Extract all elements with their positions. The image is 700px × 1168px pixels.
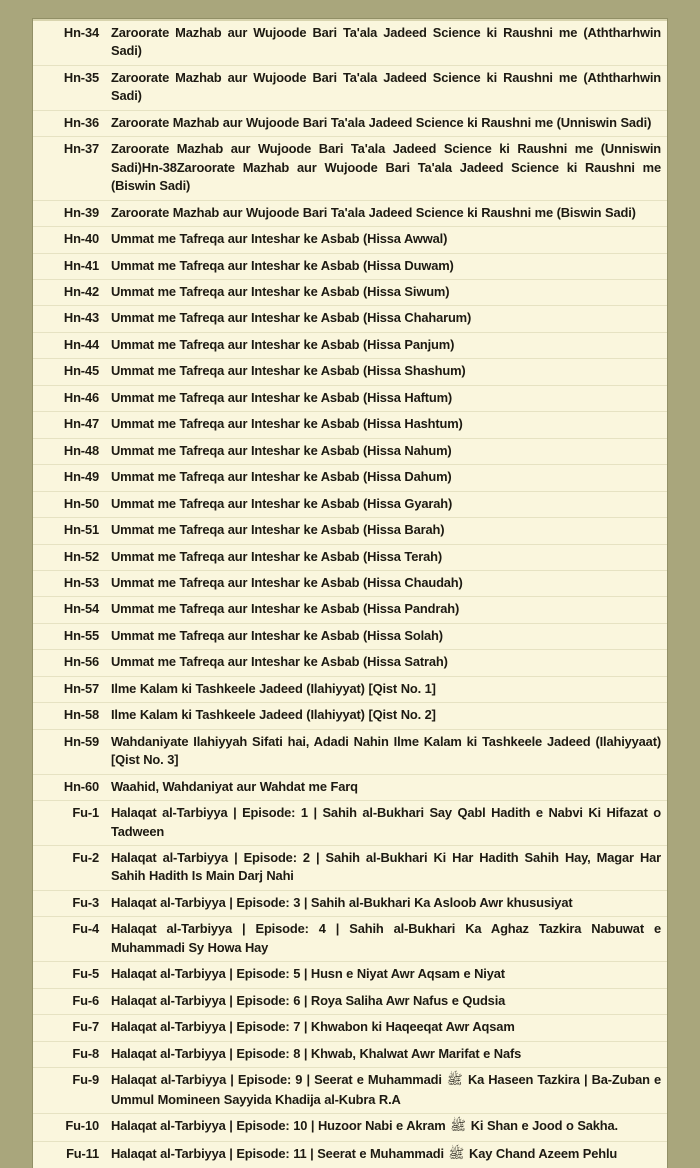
row-code: Hn-52 bbox=[33, 544, 105, 570]
table-row[interactable] bbox=[33, 1114, 667, 1142]
row-code: Hn-53 bbox=[33, 570, 105, 596]
table-row[interactable] bbox=[33, 465, 667, 491]
row-title: Halaqat al-Tarbiyya | Episode: 6 | Roya Saliha Awr Nafus e Qudsia bbox=[105, 988, 667, 1014]
row-code: Hn-39 bbox=[33, 200, 105, 226]
row-code: Hn-49 bbox=[33, 465, 105, 491]
row-code: Fu-1 bbox=[33, 801, 105, 846]
table-row[interactable] bbox=[33, 1068, 667, 1114]
row-title: Wahdaniyate Ilahiyyah Sifati hai, Adadi Nahin Ilme Kalam ki Tashkeele Jadeed (Ilahiyyaat) [Qist No. 3] bbox=[105, 729, 667, 774]
table-row[interactable] bbox=[33, 650, 667, 676]
row-code: Fu-7 bbox=[33, 1015, 105, 1041]
row-title: Zaroorate Mazhab aur Wujoode Bari Ta'ala Jadeed Science ki Raushni me (Aththarhwin Sadi) bbox=[105, 65, 667, 110]
row-code: Hn-42 bbox=[33, 279, 105, 305]
row-title bbox=[105, 1114, 667, 1142]
row-code: Hn-55 bbox=[33, 623, 105, 649]
row-code: Fu-8 bbox=[33, 1041, 105, 1067]
pbuh-icon: ﷺ bbox=[450, 1119, 466, 1135]
row-code: Fu-5 bbox=[33, 962, 105, 988]
table-row[interactable] bbox=[33, 1041, 667, 1067]
row-title-text: Halaqat al-Tarbiyya | Episode: 11 | Seerat e Muhammadi bbox=[111, 1145, 448, 1161]
row-code: Hn-50 bbox=[33, 491, 105, 517]
row-title: Ummat me Tafreqa aur Inteshar ke Asbab (Hissa Shashum) bbox=[105, 359, 667, 385]
row-title: Ummat me Tafreqa aur Inteshar ke Asbab (Hissa Awwal) bbox=[105, 227, 667, 253]
table-row[interactable] bbox=[33, 253, 667, 279]
row-title: Halaqat al-Tarbiyya | Episode: 8 | Khwab, Khalwat Awr Marifat e Nafs bbox=[105, 1041, 667, 1067]
table-row[interactable] bbox=[33, 774, 667, 800]
table-row[interactable] bbox=[33, 962, 667, 988]
row-code: Hn-46 bbox=[33, 385, 105, 411]
row-code: Hn-40 bbox=[33, 227, 105, 253]
table-row[interactable] bbox=[33, 137, 667, 200]
table-row[interactable] bbox=[33, 597, 667, 623]
row-code: Hn-56 bbox=[33, 650, 105, 676]
table-row[interactable] bbox=[33, 729, 667, 774]
row-code: Hn-51 bbox=[33, 518, 105, 544]
table-row[interactable] bbox=[33, 845, 667, 890]
table-row[interactable] bbox=[33, 110, 667, 136]
table-row[interactable] bbox=[33, 438, 667, 464]
pbuh-icon: ﷺ bbox=[446, 1073, 463, 1089]
table-row[interactable] bbox=[33, 917, 667, 962]
row-title: Ummat me Tafreqa aur Inteshar ke Asbab (Hissa Satrah) bbox=[105, 650, 667, 676]
table-row[interactable] bbox=[33, 306, 667, 332]
lecture-index-table bbox=[33, 21, 667, 1168]
table-row[interactable] bbox=[33, 570, 667, 596]
row-code: Hn-36 bbox=[33, 110, 105, 136]
row-code: Hn-47 bbox=[33, 412, 105, 438]
row-code: Hn-37 bbox=[33, 137, 105, 200]
table-row[interactable] bbox=[33, 518, 667, 544]
row-title: Halaqat al-Tarbiyya | Episode: 7 | Khwabon ki Haqeeqat Awr Aqsam bbox=[105, 1015, 667, 1041]
row-title: Ilme Kalam ki Tashkeele Jadeed (Ilahiyyat) [Qist No. 1] bbox=[105, 676, 667, 702]
row-code: Hn-48 bbox=[33, 438, 105, 464]
row-title-text: Ka Haseen Tazkira | Ba-Zuban e Ummul Momineen Sayyida Khadija al-Kubra R.A bbox=[111, 1072, 661, 1107]
row-code: Hn-35 bbox=[33, 65, 105, 110]
table-row[interactable] bbox=[33, 623, 667, 649]
row-title: Ummat me Tafreqa aur Inteshar ke Asbab (Hissa Terah) bbox=[105, 544, 667, 570]
table-row[interactable] bbox=[33, 676, 667, 702]
row-code: Hn-58 bbox=[33, 703, 105, 729]
table-body bbox=[33, 21, 667, 1168]
row-title: Ilme Kalam ki Tashkeele Jadeed (Ilahiyyat) [Qist No. 2] bbox=[105, 703, 667, 729]
index-table-container bbox=[33, 19, 667, 1168]
row-title: Ummat me Tafreqa aur Inteshar ke Asbab (Hissa Hashtum) bbox=[105, 412, 667, 438]
row-code: Hn-59 bbox=[33, 729, 105, 774]
row-title: Ummat me Tafreqa aur Inteshar ke Asbab (Hissa Dahum) bbox=[105, 465, 667, 491]
row-title: Ummat me Tafreqa aur Inteshar ke Asbab (Hissa Pandrah) bbox=[105, 597, 667, 623]
table-row[interactable] bbox=[33, 491, 667, 517]
table-row[interactable] bbox=[33, 21, 667, 65]
row-title-text: Halaqat al-Tarbiyya | Episode: 10 | Huzoor Nabi e Akram bbox=[111, 1118, 450, 1134]
table-row[interactable] bbox=[33, 200, 667, 226]
table-row[interactable] bbox=[33, 412, 667, 438]
table-row[interactable] bbox=[33, 332, 667, 358]
row-title-text: Ki Shan e Jood o Sakha. bbox=[466, 1118, 618, 1134]
row-code: Fu-9 bbox=[33, 1068, 105, 1114]
table-row[interactable] bbox=[33, 65, 667, 110]
row-code: Hn-60 bbox=[33, 774, 105, 800]
row-title: Ummat me Tafreqa aur Inteshar ke Asbab (Hissa Haftum) bbox=[105, 385, 667, 411]
row-title: Zaroorate Mazhab aur Wujoode Bari Ta'ala Jadeed Science ki Raushni me (Aththarhwin Sadi) bbox=[105, 21, 667, 65]
row-code: Hn-44 bbox=[33, 332, 105, 358]
row-title: Halaqat al-Tarbiyya | Episode: 3 | Sahih al-Bukhari Ka Asloob Awr khususiyat bbox=[105, 890, 667, 916]
table-row[interactable] bbox=[33, 359, 667, 385]
row-title: Zaroorate Mazhab aur Wujoode Bari Ta'ala Jadeed Science ki Raushni me (Biswin Sadi) bbox=[105, 200, 667, 226]
row-title: Ummat me Tafreqa aur Inteshar ke Asbab (Hissa Duwam) bbox=[105, 253, 667, 279]
row-code: Hn-34 bbox=[33, 21, 105, 65]
row-title: Halaqat al-Tarbiyya | Episode: 2 | Sahih al-Bukhari Ki Har Hadith Sahih Hay, Magar Har Sahih Hadith Is Main Darj Nahi bbox=[105, 845, 667, 890]
row-title: Ummat me Tafreqa aur Inteshar ke Asbab (Hissa Nahum) bbox=[105, 438, 667, 464]
row-title: Ummat me Tafreqa aur Inteshar ke Asbab (Hissa Barah) bbox=[105, 518, 667, 544]
row-code: Fu-10 bbox=[33, 1114, 105, 1142]
row-title: Ummat me Tafreqa aur Inteshar ke Asbab (Hissa Panjum) bbox=[105, 332, 667, 358]
row-code: Fu-2 bbox=[33, 845, 105, 890]
row-title: Halaqat al-Tarbiyya | Episode: 5 | Husn e Niyat Awr Aqsam e Niyat bbox=[105, 962, 667, 988]
row-title: Halaqat al-Tarbiyya | Episode: 1 | Sahih al-Bukhari Say Qabl Hadith e Nabvi Ki Hifazat o Tadween bbox=[105, 801, 667, 846]
row-title-text: Halaqat al-Tarbiyya | Episode: 9 | Seerat e Muhammadi bbox=[111, 1072, 446, 1088]
row-code: Fu-11 bbox=[33, 1141, 105, 1168]
table-row[interactable] bbox=[33, 801, 667, 846]
table-row[interactable] bbox=[33, 1015, 667, 1041]
row-title-text: Kay Chand Azeem Pehlu bbox=[465, 1145, 618, 1161]
row-title: Zaroorate Mazhab aur Wujoode Bari Ta'ala Jadeed Science ki Raushni me (Unniswin Sadi)Hn-38Zaroorate Mazhab aur Wujoode Bari Ta'ala Jadeed Science ki Raushni me (Biswin Sadi) bbox=[105, 137, 667, 200]
row-code: Fu-6 bbox=[33, 988, 105, 1014]
row-title: Ummat me Tafreqa aur Inteshar ke Asbab (Hissa Chaudah) bbox=[105, 570, 667, 596]
pbuh-icon: ﷺ bbox=[448, 1146, 465, 1162]
table-row[interactable] bbox=[33, 385, 667, 411]
row-code: Fu-4 bbox=[33, 917, 105, 962]
row-code: Hn-57 bbox=[33, 676, 105, 702]
table-row[interactable] bbox=[33, 279, 667, 305]
table-row[interactable] bbox=[33, 227, 667, 253]
table-row[interactable] bbox=[33, 544, 667, 570]
row-title: Zaroorate Mazhab aur Wujoode Bari Ta'ala Jadeed Science ki Raushni me (Unniswin Sadi) bbox=[105, 110, 667, 136]
row-title: Waahid, Wahdaniyat aur Wahdat me Farq bbox=[105, 774, 667, 800]
row-code: Hn-45 bbox=[33, 359, 105, 385]
row-title bbox=[105, 1141, 667, 1168]
table-row[interactable] bbox=[33, 890, 667, 916]
row-title: Ummat me Tafreqa aur Inteshar ke Asbab (Hissa Chaharum) bbox=[105, 306, 667, 332]
row-title: Halaqat al-Tarbiyya | Episode: 4 | Sahih al-Bukhari Ka Aghaz Tazkira Nabuwat e Muhammadi Sy Howa Hay bbox=[105, 917, 667, 962]
row-title bbox=[105, 1068, 667, 1114]
table-row[interactable] bbox=[33, 1141, 667, 1168]
row-title: Ummat me Tafreqa aur Inteshar ke Asbab (Hissa Solah) bbox=[105, 623, 667, 649]
row-title: Ummat me Tafreqa aur Inteshar ke Asbab (Hissa Siwum) bbox=[105, 279, 667, 305]
row-title: Ummat me Tafreqa aur Inteshar ke Asbab (Hissa Gyarah) bbox=[105, 491, 667, 517]
row-code: Hn-43 bbox=[33, 306, 105, 332]
row-code: Fu-3 bbox=[33, 890, 105, 916]
table-row[interactable] bbox=[33, 703, 667, 729]
row-code: Hn-41 bbox=[33, 253, 105, 279]
row-code: Hn-54 bbox=[33, 597, 105, 623]
table-row[interactable] bbox=[33, 988, 667, 1014]
